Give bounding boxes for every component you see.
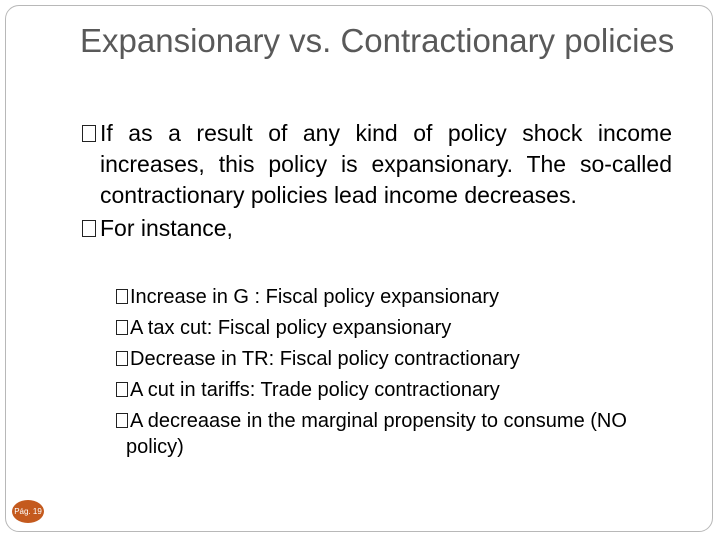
- sub-bullet-list: [116, 284, 686, 465]
- bullet-text: For instance,: [100, 215, 233, 241]
- bullet-box-icon: [116, 289, 128, 304]
- bullet-box-icon: [116, 382, 128, 397]
- sub-bullet-item: [116, 408, 686, 460]
- slide-title: Expansionary vs. Contractionary policies: [80, 22, 675, 59]
- sub-bullet-item: [116, 284, 686, 310]
- bullet-item: [82, 213, 672, 244]
- sub-bullet-item: [116, 346, 686, 372]
- sub-bullet-item: [116, 377, 686, 403]
- sub-bullet-text: Increase in G : Fiscal policy expansionary: [130, 286, 500, 308]
- bullet-box-icon: [82, 125, 96, 142]
- sub-bullet-text: A cut in tariffs: Trade policy contractionary: [130, 379, 500, 401]
- bullet-box-icon: [116, 351, 128, 366]
- page-number-badge: Pág. 19: [12, 500, 44, 523]
- sub-bullet-text: A decreaase in the marginal propensity to consume (NO policy): [126, 410, 627, 458]
- sub-bullet-text: A tax cut: Fiscal policy expansionary: [130, 317, 452, 339]
- main-bullet-list: [82, 118, 672, 244]
- sub-bullet-text: Decrease in TR: Fiscal policy contractionary: [130, 348, 520, 370]
- sub-bullet-item: [116, 315, 686, 341]
- bullet-box-icon: [82, 220, 96, 237]
- bullet-text: If as a result of any kind of policy shock income increases, this policy is expansionary. The so-called contractionary policies lead income decreases.: [100, 120, 672, 208]
- bullet-box-icon: [116, 320, 128, 335]
- bullet-box-icon: [116, 413, 128, 428]
- bullet-item: [82, 118, 672, 211]
